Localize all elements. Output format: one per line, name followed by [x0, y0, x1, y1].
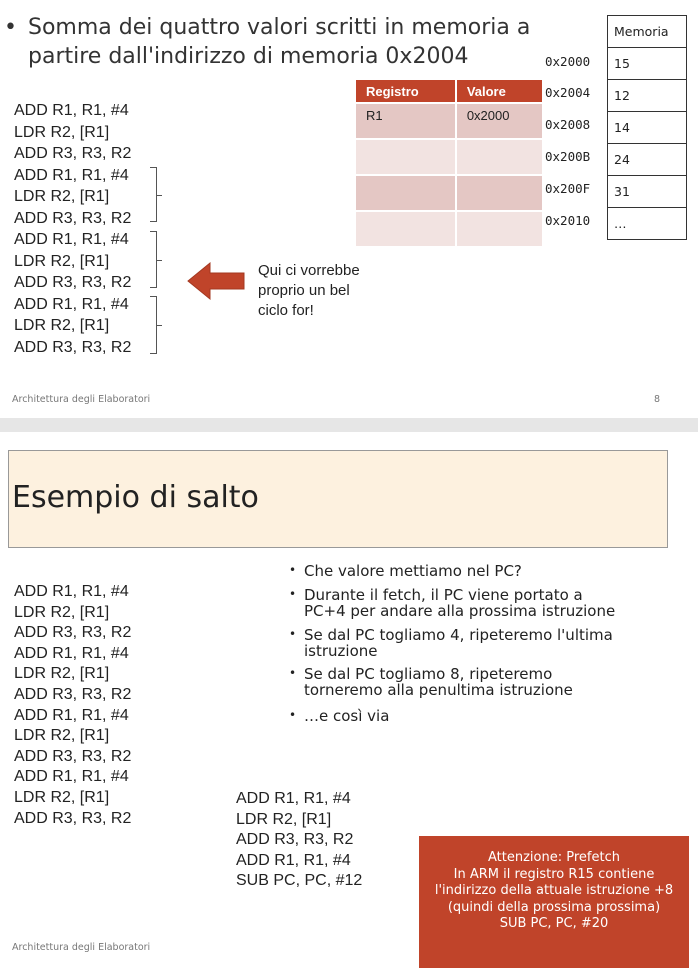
code-line: ADD R3, R3, R2: [236, 831, 354, 849]
code-line: ADD R1, R1, #4: [14, 768, 129, 786]
memory-cell: 24: [608, 144, 687, 176]
code-line: ADD R3, R3, R2: [14, 209, 132, 227]
code-line: ADD R1, R1, #4: [14, 583, 129, 600]
code-line: LDR R2, [R1]: [14, 188, 110, 205]
memory-address: 0x200F: [545, 181, 591, 196]
bullet-item: Se dal PC togliamo 4, ripeteremo l'ultima istruzione: [304, 626, 613, 660]
code-line: ADD R1, R1, #4: [236, 851, 351, 869]
bullet-item: Se dal PC togliamo 8, ripeteremo torneremo alla penultima istruzione: [304, 665, 573, 699]
memory-cell: 14: [608, 112, 687, 144]
register-table: [356, 80, 542, 246]
slide-title: Esempio di salto: [12, 480, 259, 515]
repetition-bracket: [150, 167, 157, 222]
code-line: ADD R1, R1, #4: [14, 706, 129, 724]
slide-separator: [0, 418, 698, 432]
code-line: ADD R1, R1, #4: [14, 231, 129, 248]
code-line: ADD R3, R3, R2: [14, 809, 132, 827]
code-line: ADD R1, R1, #4: [14, 102, 129, 119]
register-cell: R1: [356, 103, 456, 139]
table-row: [356, 103, 542, 139]
code-line: ADD R3, R3, R2: [14, 685, 132, 703]
code-line: ADD R1, R1, #4: [14, 295, 129, 313]
code-line: ADD R3, R3, R2: [14, 274, 132, 291]
repetition-bracket: [150, 231, 157, 288]
value-header: Valore: [456, 80, 542, 103]
memory-address: 0x2010: [545, 213, 591, 228]
register-header: Registro: [356, 80, 456, 103]
memory-header: Memoria: [608, 16, 687, 48]
code-line: ADD R3, R3, R2: [14, 338, 132, 356]
memory-cell: 31: [608, 176, 687, 208]
table-row: [356, 211, 542, 246]
slide-9: Esempio di salto ADD R1, R1, #4 LDR R2, [R1] ADD R3, R3, R2 ADD R1, R1, #4 LDR R2, [R1] ADD R3, R3, R2 ADD R1, R1, #4 LDR R2, [R1] ADD R3, R3, R2 ADD R1, R1, #4 LDR R2, [R1] ADD R3, R3, R2 • Che valore mettiamo nel PC? • Durante il fetch, il PC viene portato a PC+4 per andare alla prossima istruzione • Se dal PC togliamo 4, ripeteremo l'ultima istruzione • Se dal PC togliamo 8, ripeteremo torneremo alla penultima istruzione • …e così via ADD R1, R1, #4 LDR R2, [R1] ADD R3, R3, R2 ADD R1, R1, #4 SUB PC, PC, #12 Attenzione: Prefetch In ARM il registro R15 contiene l'indirizzo della attuale istruzione +8 (quindi della prossima prossima) SUB PC, PC, #20 Architettura degli Elaboratori: [0, 432, 698, 976]
code-line: ADD R3, R3, R2: [14, 747, 132, 765]
memory-address: 0x2004: [545, 85, 591, 100]
code-line: LDR R2, [R1]: [236, 810, 332, 828]
slide-footer: Architettura degli Elaboratori: [12, 942, 151, 953]
value-cell: 0x2000: [456, 103, 542, 139]
repetition-bracket: [150, 296, 157, 354]
code-line: ADD R3, R3, R2: [14, 624, 132, 642]
memory-cell: …: [608, 208, 687, 240]
bullet-item: …e così via: [304, 707, 390, 725]
table-row: [356, 139, 542, 175]
code-line: LDR R2, [R1]: [14, 665, 110, 683]
code-line: LDR R2, [R1]: [14, 252, 110, 270]
bullet-dot: •: [4, 15, 17, 40]
memory-address: 0x2008: [545, 117, 591, 132]
page-number: 8: [654, 394, 661, 405]
memory-cell: 15: [608, 48, 687, 80]
code-line: LDR R2, [R1]: [14, 123, 110, 141]
slide-footer: Architettura degli Elaboratori: [12, 394, 151, 405]
slide-8: [0, 0, 698, 418]
code-line: ADD R1, R1, #4: [14, 644, 129, 662]
bullet-item: Durante il fetch, il PC viene portato a PC+4 per andare alla prossima istruzione: [304, 586, 616, 620]
code-line: SUB PC, PC, #12: [236, 872, 363, 890]
prefetch-warning-box: Attenzione: Prefetch In ARM il registro R15 contiene l'indirizzo della attuale istruzione +8 (quindi della prossima prossima) SUB PC, PC, #20: [419, 836, 689, 968]
slide-title-line-1: Somma dei quattro valori scritti in memoria a: [28, 15, 531, 40]
code-line: LDR R2, [R1]: [14, 727, 110, 745]
code-line: ADD R1, R1, #4: [14, 166, 129, 184]
code-line: LDR R2, [R1]: [14, 603, 110, 621]
code-block: [14, 582, 131, 829]
slide-title-line-2: partire dall'indirizzo di memoria 0x2004: [28, 44, 469, 69]
code-line: LDR R2, [R1]: [14, 788, 110, 806]
code-line: ADD R3, R3, R2: [14, 145, 132, 162]
table-row: [356, 175, 542, 211]
left-arrow-icon: [186, 260, 246, 302]
loop-code-block: [236, 789, 362, 892]
memory-address: 0x200B: [545, 149, 591, 164]
code-line: LDR R2, [R1]: [14, 317, 110, 334]
code-line: ADD R1, R1, #4: [236, 790, 351, 807]
memory-cell: 12: [608, 80, 687, 112]
memory-address: 0x2000: [545, 54, 591, 69]
code-block: [14, 100, 131, 358]
for-loop-note: Qui ci vorrebbe proprio un bel ciclo for!: [258, 262, 360, 319]
memory-table: [607, 15, 687, 240]
bullet-item: Che valore mettiamo nel PC?: [304, 562, 522, 580]
